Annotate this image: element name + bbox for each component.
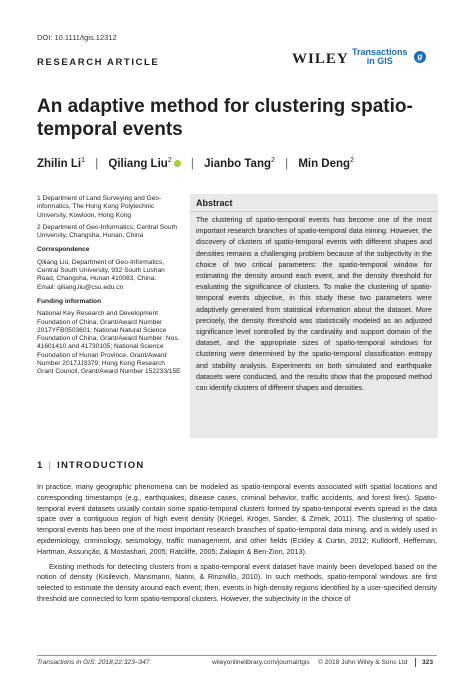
introduction-body xyxy=(37,482,437,609)
funding-heading: Funding information xyxy=(37,297,102,305)
footer-url[interactable]: wileyonlinelibrary.com/journal/tgis xyxy=(212,659,310,666)
author-affiliation-mark: 2 xyxy=(271,157,275,164)
correspondence-email[interactable]: Email: qiliang.liu@csu.edu.cn xyxy=(37,283,124,291)
correspondence-text: Qiliang Liu, Department of Geo-Informatics, Central South University, 932 South Lushan Road, Changsha, Hunan 410083, China. xyxy=(37,258,165,283)
footer-copyright: © 2018 John Wiley & Sons Ltd xyxy=(318,659,408,666)
body-paragraph: In practice, many geographic phenomena can be modeled as spatio-temporal events associated with spatial locations and corresponding timestamps (e.g., earthquakes, disease cases, criminal behavior, traffic accidents, and forest fires). Spatio-temporal event datasets usually contain some spatio-temporal clusters formed by spatio-temporal events spread in the data space over a contiguous region of high event density (Kriegel, Kröger, Sander, & Zimek, 2011). The clustering of spatio-temporal events has been one of the most important research branches of spatio-temporal data mining, and is widely used in epidemiology, criminology, seismology, traffic management, and other fields (Eckley & Curtin, 2012; Kulldorff, Heffernan, Hartman, Assunção, & Mostashari, 2005; Ratcliffe, 2005; Zaliapin & Ben-Zion, 2013). xyxy=(37,482,437,556)
page-number-divider xyxy=(415,658,416,667)
author-separator: | xyxy=(95,157,99,170)
affiliations-column xyxy=(37,195,183,381)
author-separator: | xyxy=(285,157,289,170)
body-paragraph: Existing methods for detecting clusters from a spatio-temporal event dataset have mainly been developed based on the notion of density (Kisilevich, Mansmann, Nanni, & Rinzivillo, 2010). In such methods, spatio-temporal windows are first selected to estimate the density around each event; then, events in high-density regions identified by a user-specified density threshold are connected to form spatio-temporal clusters. However, the subjectivity in the choice of xyxy=(37,561,437,603)
abstract-heading: Abstract xyxy=(190,194,438,212)
author-affiliation-mark: 2 xyxy=(350,157,354,164)
article-title: An adaptive method for clustering spatio-temporal events xyxy=(37,96,413,140)
author-name[interactable]: Jianbo Tang xyxy=(204,157,271,170)
author-name[interactable]: Zhilin Li xyxy=(37,157,82,170)
page-number: 323 xyxy=(422,659,434,666)
orcid-icon[interactable] xyxy=(174,160,181,167)
journal-logo-line2: in GIS xyxy=(366,56,393,66)
footer-divider xyxy=(37,655,437,656)
abstract-box xyxy=(190,194,438,438)
author-list xyxy=(37,157,354,170)
correspondence-heading: Correspondence xyxy=(37,246,90,254)
author-name[interactable]: Min Deng xyxy=(298,157,351,170)
section-title: INTRODUCTION xyxy=(57,460,145,471)
affiliation-2: 2 Department of Geo-Informatics, Central South University, Changsha, Hunan, China xyxy=(37,223,177,240)
section-number: 1 xyxy=(37,460,44,471)
article-type-label: RESEARCH ARTICLE xyxy=(37,57,160,68)
doi-line[interactable]: DOI: 10.1111/tgis.12312 xyxy=(37,33,117,42)
section-separator: | xyxy=(48,460,53,471)
journal-logo[interactable] xyxy=(352,48,408,66)
section-heading xyxy=(37,460,144,471)
journal-logo-line1: Transactions xyxy=(352,47,408,57)
author-affiliation-mark: 1 xyxy=(81,157,85,164)
author-separator: | xyxy=(190,157,194,170)
author-name[interactable]: Qiliang Liu xyxy=(108,157,168,170)
abstract-text: The clustering of spatio-temporal events has become one of the most important research branches of spatio-temporal data mining. However, the discovery of clusters of spatio-temporal events with different shapes and densities remains a challenging problem because of the subjectivity in the choice of two critical parameters: the spatio-temporal window for estimating the density around each event, and the density threshold for evaluating the significance of clusters. To make the clustering of spatio-temporal events objective, in this study these two parameters were adaptively generated from statistical information about the dataset. More precisely, the density threshold was statistically modeled as an adjusted significance level controlled by the cardinality and support domain of the dataset, and the appropriate sizes of spatio-temporal windows for clustering were determined by the spatio-temporal classification entropy and stability analysis. Experiments on both simulated and earthquake datasets were conducted, and the results show that the proposed method can identify clusters of different shapes and densities. xyxy=(196,216,432,393)
funding-text: National Key Research and Development Foundation of China, Grant/Award Number 2017YFB0503601; National Natural Science Foundation of China, Grant/Award Number: Nos. 41601410 and 41730105; National Science Foundation of Hunan Province, Grant/Award Number 2017JJ3379; Hong Kong Research Grant Council, Grant/Award Number 152233/15E xyxy=(37,310,181,376)
journal-globe-icon: g xyxy=(414,51,426,63)
footer-citation: Transactions in GIS. 2018;22:323–347. xyxy=(37,659,152,666)
wiley-logo[interactable]: WILEY xyxy=(292,51,349,67)
author-affiliation-mark: 2 xyxy=(167,157,172,164)
affiliation-1: 1 Department of Land Surveying and Geo-informatics, The Hong Kong Polytechnic University, Kowloon, Hong Kong xyxy=(37,195,162,219)
